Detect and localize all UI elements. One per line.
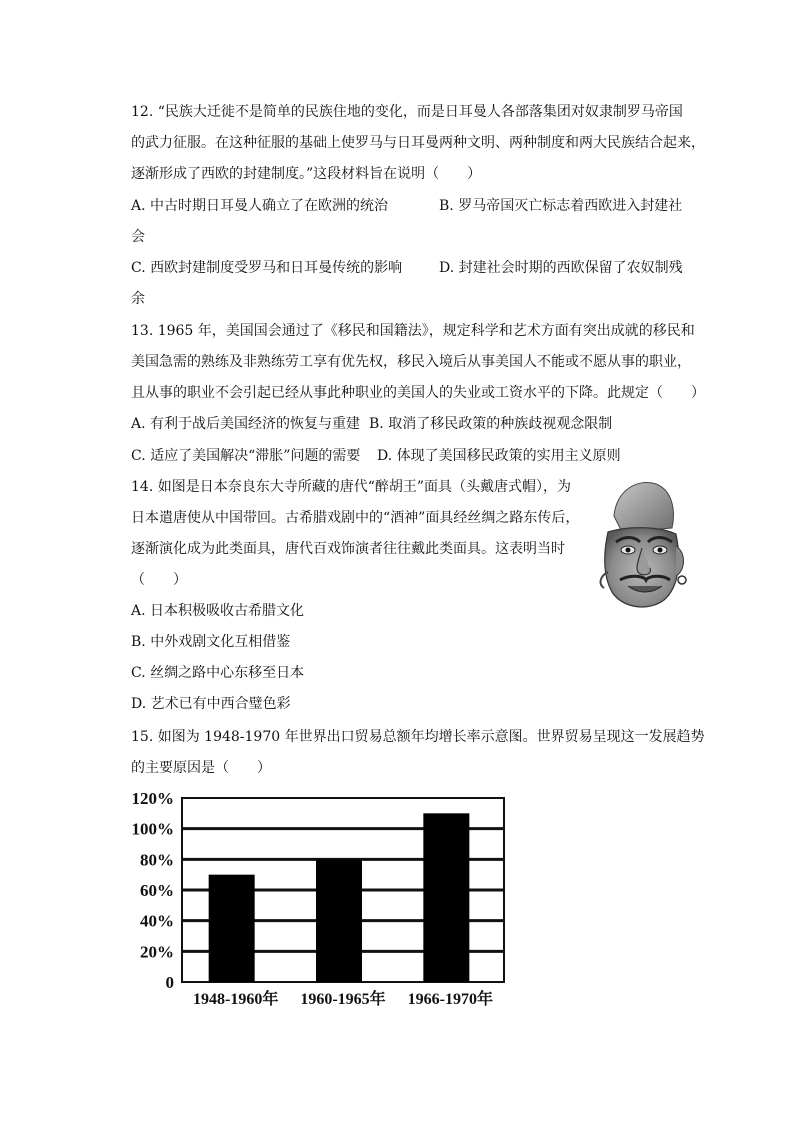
q12-line-2: 的武力征服。在这种征服的基础上使罗马与日耳曼两种文明、两种制度和两大民族结合起来，: [131, 135, 705, 151]
q13-option-c[interactable]: C. 适应了美国解决“滞胀”问题的需要: [131, 448, 361, 464]
q14-option-a[interactable]: A. 日本积极吸收古希腊文化: [131, 603, 305, 619]
y-tick-label: 120%: [131, 789, 174, 808]
q15-line-2: 的主要原因是（ ）: [131, 760, 271, 776]
q14-line-2: 日本遣唐使从中国带回。古希腊戏剧中的“酒神”面具经丝绸之路东传后，: [131, 510, 580, 526]
x-category-label: 1960-1965年: [300, 991, 386, 1008]
chart-bar: [209, 875, 255, 982]
q12-line-1: 12. “民族大迁徙不是简单的民族住地的变化，而是日耳曼人各部落集团对奴隶制罗马帝国: [131, 104, 683, 120]
q13-line-1: 13. 1965 年，美国国会通过了《移民和国籍法》，规定科学和艺术方面有突出成就的移民和: [131, 323, 695, 339]
q13-line-2: 美国急需的熟练及非熟练劳工享有优先权，移民入境后从事美国人不能或不愿从事的职业，: [131, 354, 691, 370]
y-tick-label: 40%: [140, 911, 174, 931]
q13-line-3: 且从事的职业不会引起已经从事此种职业的美国人的失业或工资水平的下降。此规定（ ）: [131, 385, 705, 401]
y-tick-label: 20%: [140, 942, 174, 962]
q14-option-d[interactable]: D. 艺术已有中西合璧色彩: [131, 696, 291, 712]
q14-option-c[interactable]: C. 丝绸之路中心东移至日本: [131, 665, 305, 681]
q12-option-c[interactable]: C. 西欧封建制度受罗马和日耳曼传统的影响: [131, 260, 403, 276]
y-tick-label: 60%: [140, 881, 174, 900]
q15-line-1: 15. 如图为 1948-1970 年世界出口贸易总额年均增长率示意图。世界贸易呈现这一发展趋势: [131, 729, 705, 745]
q12-line-3: 逐渐形成了西欧的封建制度。”这段材料旨在说明（ ）: [131, 166, 482, 182]
q12-option-b[interactable]: B. 罗马帝国灭亡标志着西欧进入封建社: [439, 198, 683, 214]
chart-bar: [316, 859, 362, 982]
q12-option-d-cont: 余: [131, 291, 145, 307]
q13-option-a[interactable]: A. 有利于战后美国经济的恢复与重建: [131, 416, 361, 432]
y-tick-label: 100%: [131, 819, 174, 839]
q14-line-3: 逐渐演化成为此类面具，唐代百戏饰演者往往戴此类面具。这表明当时: [131, 541, 565, 557]
q14-line-4: （ ）: [131, 572, 187, 588]
q12-option-d[interactable]: D. 封建社会时期的西欧保留了农奴制残: [439, 260, 683, 276]
q14-line-1: 14. 如图是日本奈良东大寺所藏的唐代“醉胡王”面具（头戴唐式帽），为: [131, 479, 572, 495]
export-growth-bar-chart: [120, 782, 520, 1014]
y-tick-label: 0: [165, 973, 174, 992]
q12-option-b-cont: 会: [131, 229, 145, 245]
q13-option-d[interactable]: D. 体现了美国移民政策的实用主义原则: [377, 448, 621, 464]
q12-option-a[interactable]: A. 中古时期日耳曼人确立了在欧洲的统治: [131, 198, 389, 214]
q13-option-b[interactable]: B. 取消了移民政策的种族歧视观念限制: [369, 416, 613, 432]
chart-bar: [423, 813, 469, 982]
zuihuwang-mask-image: [586, 476, 690, 616]
y-tick-label: 80%: [140, 850, 174, 870]
q14-option-b[interactable]: B. 中外戏剧文化互相借鉴: [131, 634, 291, 650]
x-category-label: 1966-1970年: [407, 991, 494, 1008]
x-category-label: 1948-1960年: [192, 991, 279, 1008]
